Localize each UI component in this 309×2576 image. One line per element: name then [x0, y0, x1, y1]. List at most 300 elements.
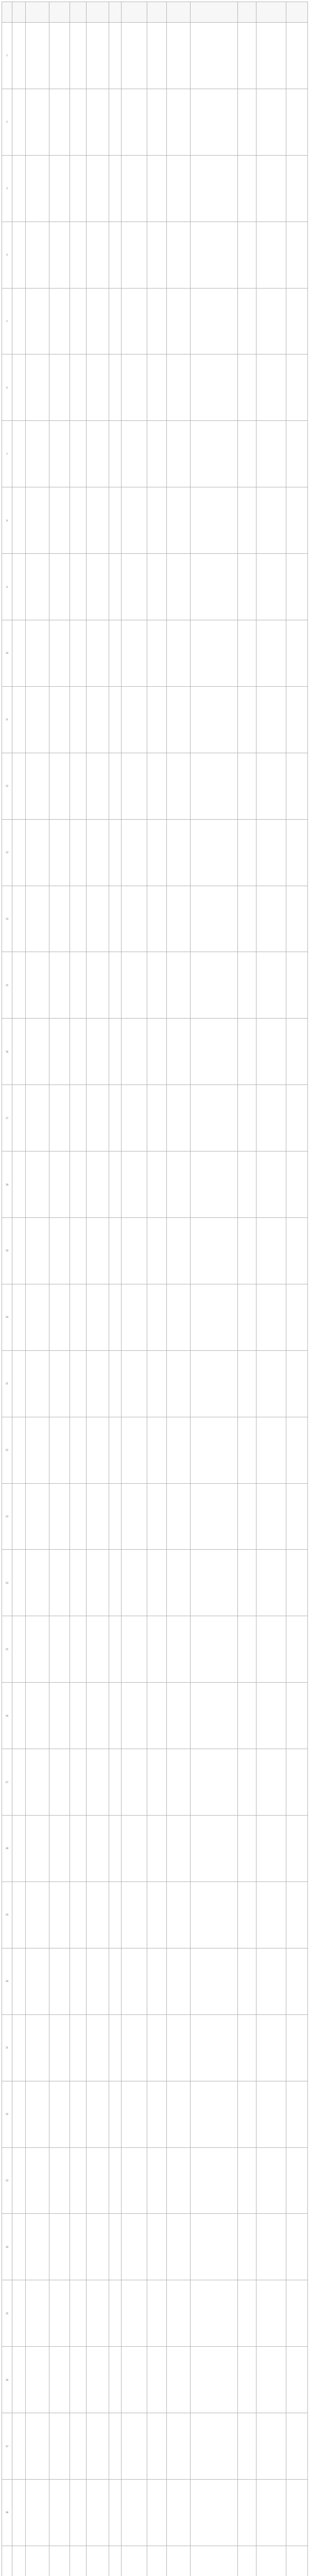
cell-spec — [167, 753, 191, 819]
cell-unit — [238, 2479, 256, 2546]
cell-desc — [191, 2014, 238, 2081]
cell-count — [109, 1616, 122, 1683]
cell-name — [26, 952, 49, 1019]
cell-desc — [191, 1151, 238, 1218]
cell-contact — [122, 1218, 147, 1284]
table-row — [2, 620, 308, 687]
cell-location — [49, 1749, 70, 1816]
cell-spec — [167, 2214, 191, 2280]
cell-count — [109, 2147, 122, 2214]
cell-scope — [87, 288, 109, 354]
cell-scope — [87, 1151, 109, 1218]
cell-type — [70, 620, 87, 687]
cell-desc — [191, 1019, 238, 1085]
cell-note2 — [286, 1948, 308, 2014]
cell-contact — [122, 23, 147, 89]
cell-location — [49, 1882, 70, 1948]
table-row — [2, 819, 308, 886]
table-row — [2, 23, 308, 89]
cell-scope — [87, 753, 109, 819]
cell-count — [109, 1151, 122, 1218]
cell-code — [147, 1948, 167, 2014]
cell-scope — [87, 222, 109, 288]
cell-note2 — [286, 1683, 308, 1749]
cell-no: 21 — [2, 1350, 12, 1417]
cell-desc — [191, 952, 238, 1019]
cell-scope — [87, 886, 109, 952]
cell-category — [12, 1683, 26, 1749]
cell-code — [147, 753, 167, 819]
cell-spec — [167, 1816, 191, 1882]
cell-count — [109, 1085, 122, 1151]
cell-location — [49, 753, 70, 819]
cell-location — [49, 1550, 70, 1616]
cell-count — [109, 2214, 122, 2280]
cell-no: 5 — [2, 288, 12, 354]
cell-note2 — [286, 2214, 308, 2280]
cell-scope — [87, 1284, 109, 1350]
cell-note2 — [286, 1749, 308, 1816]
cell-type — [70, 1218, 87, 1284]
cell-category — [12, 2280, 26, 2347]
cell-note2 — [286, 819, 308, 886]
cell-category — [12, 1882, 26, 1948]
cell-type — [70, 2479, 87, 2546]
cell-note1 — [256, 487, 286, 554]
cell-type — [70, 1683, 87, 1749]
cell-note1 — [256, 952, 286, 1019]
cell-scope — [87, 487, 109, 554]
cell-count — [109, 1218, 122, 1284]
cell-note2 — [286, 886, 308, 952]
cell-contact — [122, 89, 147, 155]
cell-note2 — [286, 155, 308, 222]
table-row — [2, 1948, 308, 2014]
cell-unit — [238, 753, 256, 819]
cell-category — [12, 421, 26, 487]
cell-code — [147, 288, 167, 354]
cell-count — [109, 1816, 122, 1882]
cell-type — [70, 23, 87, 89]
cell-location — [49, 288, 70, 354]
cell-note1 — [256, 1483, 286, 1550]
cell-scope — [87, 2413, 109, 2480]
cell-note1 — [256, 753, 286, 819]
cell-desc — [191, 2413, 238, 2480]
cell-count — [109, 2479, 122, 2546]
cell-desc — [191, 1816, 238, 1882]
cell-spec — [167, 1218, 191, 1284]
cell-desc — [191, 2347, 238, 2413]
cell-location — [49, 1218, 70, 1284]
cell-count — [109, 1948, 122, 2014]
cell-name — [26, 1882, 49, 1948]
cell-contact — [122, 554, 147, 620]
cell-count — [109, 1550, 122, 1616]
cell-contact — [122, 1019, 147, 1085]
cell-note1 — [256, 2014, 286, 2081]
cell-no: 37 — [2, 2413, 12, 2480]
cell-count — [109, 686, 122, 753]
cell-no: 35 — [2, 2280, 12, 2347]
cell-contact — [122, 1550, 147, 1616]
cell-note2 — [286, 1350, 308, 1417]
cell-unit — [238, 2347, 256, 2413]
cell-unit — [238, 2280, 256, 2347]
cell-spec — [167, 2147, 191, 2214]
cell-unit — [238, 1218, 256, 1284]
cell-code — [147, 2413, 167, 2480]
cell-spec — [167, 1948, 191, 2014]
cell-location — [49, 89, 70, 155]
table-row — [2, 2014, 308, 2081]
column-header-name — [26, 2, 49, 23]
cell-spec — [167, 686, 191, 753]
cell-name — [26, 1483, 49, 1550]
cell-type — [70, 2347, 87, 2413]
cell-category — [12, 2413, 26, 2480]
cell-name — [26, 2081, 49, 2147]
cell-note1 — [256, 354, 286, 421]
cell-unit — [238, 1151, 256, 1218]
cell-spec — [167, 155, 191, 222]
cell-spec — [167, 2014, 191, 2081]
cell-category — [12, 952, 26, 1019]
cell-note2 — [286, 2546, 308, 2576]
cell-scope — [87, 2147, 109, 2214]
cell-count — [109, 89, 122, 155]
cell-desc — [191, 89, 238, 155]
cell-note2 — [286, 23, 308, 89]
cell-name — [26, 1948, 49, 2014]
cell-code — [147, 487, 167, 554]
cell-note1 — [256, 1019, 286, 1085]
cell-count — [109, 2081, 122, 2147]
cell-count — [109, 1683, 122, 1749]
cell-scope — [87, 1816, 109, 1882]
cell-scope — [87, 1019, 109, 1085]
cell-scope — [87, 1616, 109, 1683]
cell-note1 — [256, 2280, 286, 2347]
cell-no: 22 — [2, 1417, 12, 1483]
cell-name — [26, 2413, 49, 2480]
cell-code — [147, 354, 167, 421]
cell-no: 34 — [2, 2214, 12, 2280]
cell-spec — [167, 1616, 191, 1683]
cell-count — [109, 222, 122, 288]
column-header-category — [12, 2, 26, 23]
cell-desc — [191, 2147, 238, 2214]
cell-contact — [122, 1284, 147, 1350]
cell-category — [12, 487, 26, 554]
cell-contact — [122, 2479, 147, 2546]
cell-code — [147, 1218, 167, 1284]
cell-desc — [191, 886, 238, 952]
cell-code — [147, 2280, 167, 2347]
cell-unit — [238, 23, 256, 89]
cell-type — [70, 1085, 87, 1151]
cell-location — [49, 421, 70, 487]
cell-contact — [122, 2081, 147, 2147]
cell-count — [109, 288, 122, 354]
table-row — [2, 1151, 308, 1218]
cell-note2 — [286, 1616, 308, 1683]
cell-unit — [238, 1350, 256, 1417]
cell-category — [12, 1151, 26, 1218]
cell-count — [109, 1417, 122, 1483]
cell-unit — [238, 2413, 256, 2480]
cell-code — [147, 2546, 167, 2576]
cell-note2 — [286, 1882, 308, 1948]
cell-no: 29 — [2, 1882, 12, 1948]
table-row — [2, 686, 308, 753]
cell-code — [147, 2014, 167, 2081]
cell-note2 — [286, 1085, 308, 1151]
cell-desc — [191, 421, 238, 487]
cell-unit — [238, 155, 256, 222]
cell-category — [12, 554, 26, 620]
table-row — [2, 2347, 308, 2413]
cell-name — [26, 1683, 49, 1749]
cell-spec — [167, 886, 191, 952]
cell-spec — [167, 487, 191, 554]
cell-note1 — [256, 620, 286, 687]
cell-no: 8 — [2, 487, 12, 554]
cell-type — [70, 952, 87, 1019]
cell-note2 — [286, 288, 308, 354]
cell-desc — [191, 1882, 238, 1948]
cell-name — [26, 686, 49, 753]
column-header-unit — [238, 2, 256, 23]
cell-code — [147, 2347, 167, 2413]
cell-category — [12, 819, 26, 886]
cell-contact — [122, 1616, 147, 1683]
cell-code — [147, 155, 167, 222]
cell-category — [12, 753, 26, 819]
cell-spec — [167, 1085, 191, 1151]
cell-spec — [167, 1683, 191, 1749]
table-row — [2, 1882, 308, 1948]
cell-note2 — [286, 686, 308, 753]
cell-count — [109, 421, 122, 487]
cell-location — [49, 2014, 70, 2081]
cell-location — [49, 1616, 70, 1683]
cell-note2 — [286, 2081, 308, 2147]
cell-unit — [238, 1616, 256, 1683]
cell-no: 18 — [2, 1151, 12, 1218]
cell-location — [49, 1151, 70, 1218]
cell-note1 — [256, 1948, 286, 2014]
cell-location — [49, 2280, 70, 2347]
cell-category — [12, 1816, 26, 1882]
cell-code — [147, 1749, 167, 1816]
cell-note2 — [286, 1019, 308, 1085]
table-row — [2, 1683, 308, 1749]
cell-note2 — [286, 620, 308, 687]
cell-name — [26, 23, 49, 89]
cell-type — [70, 686, 87, 753]
cell-note1 — [256, 554, 286, 620]
cell-scope — [87, 2546, 109, 2576]
cell-unit — [238, 1483, 256, 1550]
cell-note1 — [256, 2147, 286, 2214]
cell-desc — [191, 1948, 238, 2014]
cell-desc — [191, 1616, 238, 1683]
column-header-code — [147, 2, 167, 23]
cell-type — [70, 1816, 87, 1882]
cell-spec — [167, 1417, 191, 1483]
cell-note1 — [256, 1350, 286, 1417]
cell-category — [12, 23, 26, 89]
cell-spec — [167, 1749, 191, 1816]
cell-spec — [167, 1019, 191, 1085]
cell-count — [109, 1882, 122, 1948]
cell-note2 — [286, 2479, 308, 2546]
cell-category — [12, 354, 26, 421]
cell-spec — [167, 2347, 191, 2413]
cell-category — [12, 2014, 26, 2081]
cell-desc — [191, 1749, 238, 1816]
cell-count — [109, 2413, 122, 2480]
cell-code — [147, 1550, 167, 1616]
cell-contact — [122, 2413, 147, 2480]
cell-code — [147, 620, 167, 687]
cell-contact — [122, 1483, 147, 1550]
cell-location — [49, 23, 70, 89]
cell-location — [49, 2214, 70, 2280]
cell-type — [70, 554, 87, 620]
cell-category — [12, 89, 26, 155]
cell-type — [70, 89, 87, 155]
cell-scope — [87, 1085, 109, 1151]
cell-category — [12, 2347, 26, 2413]
cell-contact — [122, 886, 147, 952]
cell-note2 — [286, 354, 308, 421]
cell-desc — [191, 2280, 238, 2347]
cell-name — [26, 1151, 49, 1218]
table-row — [2, 2479, 308, 2546]
table-row — [2, 1284, 308, 1350]
cell-contact — [122, 1816, 147, 1882]
cell-location — [49, 620, 70, 687]
cell-note2 — [286, 2347, 308, 2413]
cell-count — [109, 554, 122, 620]
cell-scope — [87, 23, 109, 89]
cell-no: 23 — [2, 1483, 12, 1550]
cell-no: 26 — [2, 1683, 12, 1749]
cell-contact — [122, 155, 147, 222]
cell-contact — [122, 487, 147, 554]
cell-name — [26, 2214, 49, 2280]
cell-scope — [87, 2014, 109, 2081]
table-row — [2, 288, 308, 354]
cell-note1 — [256, 288, 286, 354]
cell-category — [12, 2214, 26, 2280]
cell-scope — [87, 1948, 109, 2014]
cell-category — [12, 1284, 26, 1350]
table-row — [2, 2413, 308, 2480]
registry-table — [2, 2, 308, 2576]
cell-category — [12, 886, 26, 952]
cell-spec — [167, 288, 191, 354]
cell-name — [26, 1749, 49, 1816]
cell-name — [26, 1616, 49, 1683]
cell-scope — [87, 354, 109, 421]
cell-note1 — [256, 1683, 286, 1749]
column-header-desc — [191, 2, 238, 23]
cell-name — [26, 288, 49, 354]
cell-location — [49, 222, 70, 288]
cell-location — [49, 1085, 70, 1151]
table-row — [2, 753, 308, 819]
cell-name — [26, 2280, 49, 2347]
cell-spec — [167, 354, 191, 421]
cell-contact — [122, 1085, 147, 1151]
table-row — [2, 421, 308, 487]
cell-unit — [238, 620, 256, 687]
cell-location — [49, 1948, 70, 2014]
cell-contact — [122, 753, 147, 819]
cell-count — [109, 1019, 122, 1085]
cell-spec — [167, 2479, 191, 2546]
cell-count — [109, 354, 122, 421]
cell-spec — [167, 819, 191, 886]
cell-type — [70, 1417, 87, 1483]
cell-scope — [87, 421, 109, 487]
cell-code — [147, 421, 167, 487]
cell-note1 — [256, 686, 286, 753]
cell-no: 3 — [2, 155, 12, 222]
cell-note1 — [256, 89, 286, 155]
cell-category — [12, 1218, 26, 1284]
cell-location — [49, 819, 70, 886]
cell-name — [26, 2147, 49, 2214]
cell-location — [49, 1683, 70, 1749]
cell-code — [147, 1085, 167, 1151]
cell-note1 — [256, 2347, 286, 2413]
cell-location — [49, 2413, 70, 2480]
cell-spec — [167, 23, 191, 89]
cell-code — [147, 2214, 167, 2280]
cell-note1 — [256, 819, 286, 886]
cell-location — [49, 354, 70, 421]
cell-unit — [238, 1683, 256, 1749]
cell-location — [49, 1350, 70, 1417]
cell-type — [70, 2081, 87, 2147]
cell-note1 — [256, 2081, 286, 2147]
cell-name — [26, 487, 49, 554]
cell-contact — [122, 421, 147, 487]
table-row — [2, 1350, 308, 1417]
cell-code — [147, 1350, 167, 1417]
cell-location — [49, 487, 70, 554]
cell-category — [12, 686, 26, 753]
cell-contact — [122, 2347, 147, 2413]
cell-desc — [191, 819, 238, 886]
cell-note1 — [256, 1218, 286, 1284]
cell-type — [70, 1350, 87, 1417]
cell-name — [26, 1284, 49, 1350]
cell-type — [70, 1749, 87, 1816]
cell-note2 — [286, 222, 308, 288]
cell-category — [12, 1616, 26, 1683]
cell-scope — [87, 2214, 109, 2280]
cell-desc — [191, 1550, 238, 1616]
cell-code — [147, 23, 167, 89]
cell-scope — [87, 1882, 109, 1948]
cell-contact — [122, 1350, 147, 1417]
cell-type — [70, 886, 87, 952]
